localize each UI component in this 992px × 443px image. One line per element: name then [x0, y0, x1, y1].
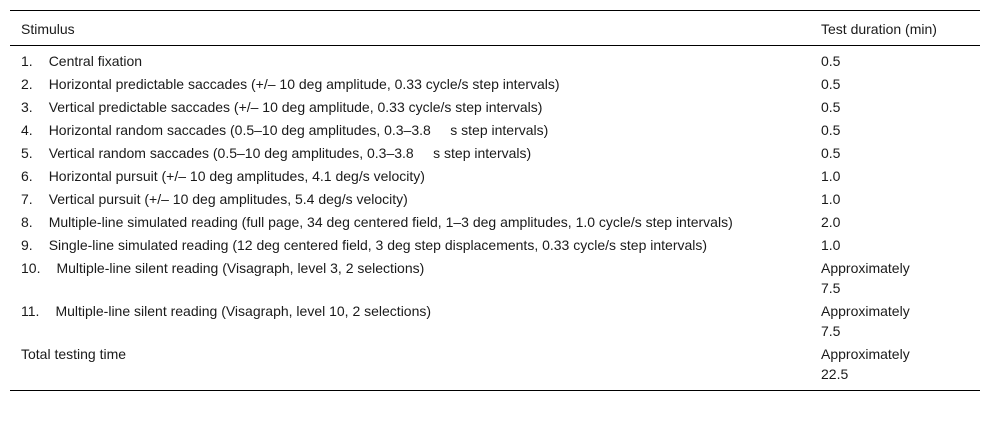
table-header — [10, 11, 980, 46]
row-number: 4. — [21, 122, 33, 138]
duration-text: 2.0 — [821, 214, 841, 230]
total-label-cell — [10, 344, 810, 391]
stimulus-text: Vertical random saccades (0.5–10 deg amplitudes, 0.3–3.8 s step intervals) — [48, 145, 532, 161]
stimulus-cell — [10, 143, 810, 166]
total-row — [10, 344, 980, 391]
table-row — [10, 301, 980, 344]
duration-cell — [810, 189, 980, 212]
table-row — [10, 258, 980, 301]
table-body — [10, 46, 980, 391]
duration-cell — [810, 97, 980, 120]
duration-text: 0.5 — [821, 53, 841, 69]
duration-text: 0.5 — [821, 76, 841, 92]
column-header-stimulus: Stimulus — [21, 21, 75, 37]
table-row — [10, 143, 980, 166]
duration-text: 0.5 — [821, 145, 841, 161]
row-number: 5. — [21, 145, 33, 161]
table-row — [10, 235, 980, 258]
stimulus-cell — [10, 74, 810, 97]
stimulus-cell — [10, 235, 810, 258]
stimulus-text: Horizontal pursuit (+/– 10 deg amplitudes, 4.1 deg/s velocity) — [48, 168, 425, 184]
row-number: 11. — [21, 303, 40, 319]
column-header-duration: Test duration (min) — [821, 21, 937, 37]
duration-cell — [810, 120, 980, 143]
row-number: 9. — [21, 237, 33, 253]
table-row — [10, 46, 980, 75]
table-row — [10, 212, 980, 235]
row-number: 10. — [21, 260, 41, 276]
header-row — [10, 11, 980, 46]
total-duration-value: 22.5 — [821, 366, 849, 382]
stimulus-cell — [10, 258, 810, 301]
stimulus-cell — [10, 189, 810, 212]
stimulus-text: Horizontal random saccades (0.5–10 deg amplitudes, 0.3–3.8 s step intervals) — [48, 122, 549, 138]
stimulus-cell — [10, 166, 810, 189]
stimulus-text: Multiple-line simulated reading (full page, 34 deg centered field, 1–3 deg amplitudes, 1.0 cycle/s step intervals) — [48, 214, 733, 230]
duration-text: 1.0 — [821, 237, 841, 253]
stimulus-cell — [10, 97, 810, 120]
total-duration-cell — [810, 344, 980, 391]
stimulus-text: Central fixation — [48, 53, 143, 69]
row-number: 2. — [21, 76, 33, 92]
stimulus-cell — [10, 120, 810, 143]
total-label: Total testing time — [21, 346, 127, 362]
duration-text: Approximately — [821, 303, 910, 319]
duration-text: 0.5 — [821, 99, 841, 115]
row-number: 8. — [21, 214, 33, 230]
duration-text: Approximately — [821, 260, 910, 276]
stimulus-text: Multiple-line silent reading (Visagraph, level 10, 2 selections) — [55, 303, 432, 319]
duration-cell — [810, 46, 980, 75]
duration-text: 1.0 — [821, 168, 841, 184]
stimulus-text: Multiple-line silent reading (Visagraph, level 3, 2 selections) — [56, 260, 425, 276]
duration-cell — [810, 235, 980, 258]
row-number: 6. — [21, 168, 33, 184]
stimulus-cell — [10, 46, 810, 75]
stimulus-duration-table — [10, 10, 980, 391]
stimulus-text: Vertical pursuit (+/– 10 deg amplitudes, 5.4 deg/s velocity) — [48, 191, 408, 207]
duration-cell — [810, 258, 980, 301]
stimulus-cell — [10, 301, 810, 344]
duration-cell — [810, 74, 980, 97]
row-number: 1. — [21, 53, 33, 69]
stimulus-cell — [10, 212, 810, 235]
stimulus-text: Horizontal predictable saccades (+/– 10 deg amplitude, 0.33 cycle/s step intervals) — [48, 76, 560, 92]
table-row — [10, 189, 980, 212]
duration-cell — [810, 212, 980, 235]
duration-value: 7.5 — [821, 323, 841, 339]
duration-cell — [810, 143, 980, 166]
duration-cell — [810, 166, 980, 189]
row-number: 3. — [21, 99, 33, 115]
table-row — [10, 166, 980, 189]
table-row — [10, 74, 980, 97]
total-duration-text: Approximately — [821, 346, 910, 362]
stimulus-text: Vertical predictable saccades (+/– 10 deg amplitude, 0.33 cycle/s step intervals) — [48, 99, 543, 115]
duration-cell — [810, 301, 980, 344]
duration-text: 1.0 — [821, 191, 841, 207]
stimulus-text: Single-line simulated reading (12 deg centered field, 3 deg step displacements, 0.33 cycle/s step intervals) — [48, 237, 708, 253]
row-number: 7. — [21, 191, 33, 207]
table-row — [10, 97, 980, 120]
duration-text: 0.5 — [821, 122, 841, 138]
duration-value: 7.5 — [821, 280, 841, 296]
table-row — [10, 120, 980, 143]
stimulus-table-container — [10, 10, 980, 391]
